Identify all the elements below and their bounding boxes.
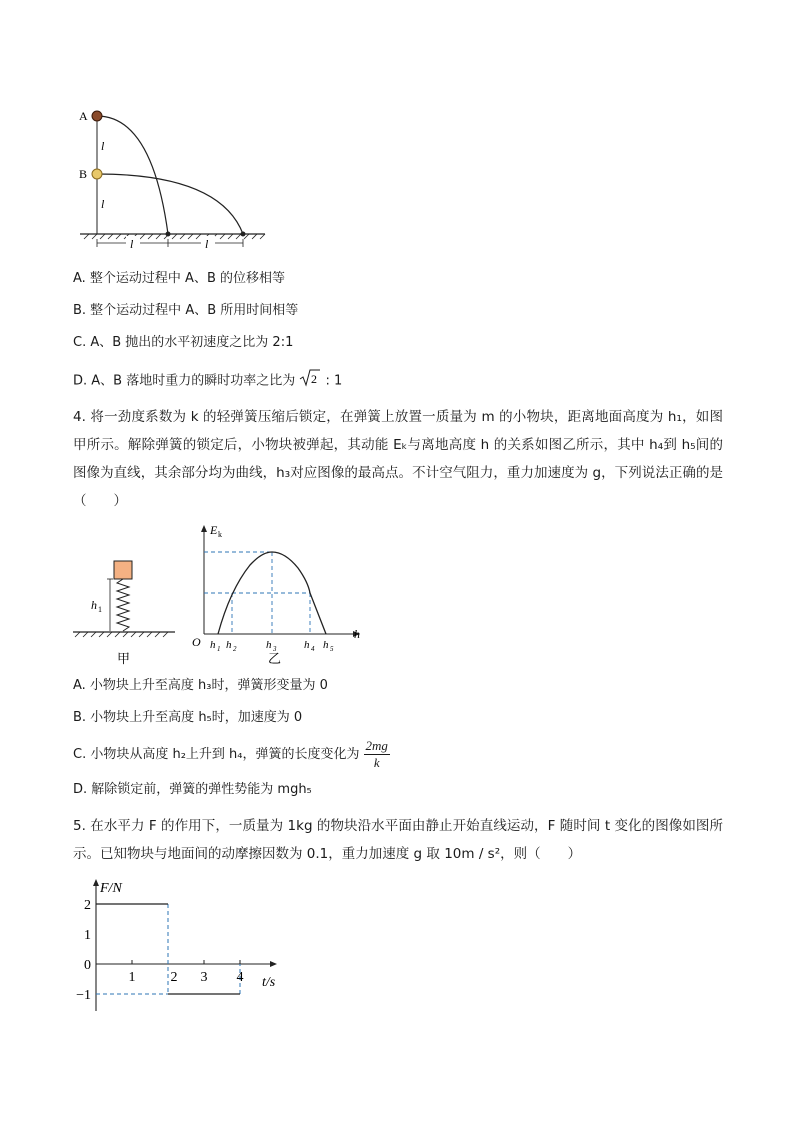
label-l-horizontal-2: l bbox=[205, 237, 209, 251]
svg-text:2: 2 bbox=[233, 645, 237, 653]
caption-yi: 乙 bbox=[268, 651, 282, 665]
y-axis-arrow bbox=[93, 879, 99, 886]
x-tick-label: 3 bbox=[200, 970, 208, 985]
projectile-figure bbox=[70, 100, 280, 255]
sqrt-symbol bbox=[299, 369, 321, 393]
y-tick-label: −1 bbox=[76, 988, 91, 1003]
label-origin: O bbox=[192, 635, 201, 649]
svg-text:h: h bbox=[266, 639, 272, 651]
q4-stem: 4. 将一劲度系数为 k 的轻弹簧压缩后锁定，在弹簧上放置一质量为 m 的小物块，距离地面高度为 h₁，如图甲所示。解除弹簧的锁定后，小物块被弹起，其动能 Eₖ与离地高度 h 的关系如图乙所示，其中 h₄到 h₅间的图像为直线，其余部分均为曲线，h₃对应图像的最高点。不计空气阻力，重力加速度为 g，下列说法正确的是（ ） bbox=[73, 409, 723, 509]
x-axis-arrow bbox=[270, 961, 277, 967]
label-h-axis: h bbox=[354, 627, 360, 641]
q3-option-c[interactable]: C. A、B 抛出的水平初速度之比为 2:1 bbox=[73, 335, 294, 350]
q4-option-c[interactable] bbox=[73, 738, 390, 771]
q3-option-b[interactable]: B. 整个运动过程中 A、B 所用时间相等 bbox=[73, 303, 299, 318]
ball-a bbox=[92, 111, 102, 121]
q3-option-a[interactable]: A. 整个运动过程中 A、B 的位移相等 bbox=[73, 271, 286, 286]
svg-text:5: 5 bbox=[330, 645, 334, 653]
y-tick-label: 0 bbox=[84, 958, 91, 973]
q3-option-d[interactable] bbox=[73, 369, 342, 393]
label-l-vertical-1: l bbox=[101, 139, 105, 153]
label-h1: h bbox=[91, 598, 97, 612]
x-axis-label: t/s bbox=[262, 975, 276, 990]
force-time-chart bbox=[70, 878, 300, 1018]
svg-text:4: 4 bbox=[311, 645, 315, 653]
svg-text:2: 2 bbox=[311, 372, 318, 386]
q4-option-b[interactable]: B. 小物块上升至高度 h₅时，加速度为 0 bbox=[73, 710, 303, 725]
block bbox=[114, 561, 132, 579]
q5-stem: 5. 在水平力 F 的作用下，一质量为 1kg 的物块沿水平面由静止开始直线运动，F 随时间 t 变化的图像如图所示。已知物块与地面间的动摩擦因数为 0.1，重力加速度 g 取 10m / s²，则（ ） bbox=[73, 818, 723, 862]
svg-text:h: h bbox=[323, 639, 329, 651]
q3-option-d-text: D. A、B 落地时重力的瞬时功率之比为 bbox=[73, 373, 296, 389]
y-tick-label: 1 bbox=[84, 928, 91, 943]
svg-text:3: 3 bbox=[273, 645, 277, 653]
svg-text:k: k bbox=[218, 530, 222, 539]
q4-option-a[interactable]: A. 小物块上升至高度 h₃时，弹簧形变量为 0 bbox=[73, 678, 328, 693]
trajectory-b bbox=[97, 174, 243, 234]
label-ek: E bbox=[210, 523, 218, 537]
svg-text:h: h bbox=[210, 639, 216, 651]
x-tick-label: 4 bbox=[236, 970, 244, 985]
spring-figure-jia bbox=[70, 555, 180, 670]
ball-b bbox=[92, 169, 102, 179]
svg-text:1: 1 bbox=[217, 645, 221, 653]
label-point-b: B bbox=[79, 167, 88, 181]
fraction-2mg-over-k: $\frac{2mg}{k}$ bbox=[365, 738, 388, 770]
caption-jia: 甲 bbox=[117, 651, 131, 666]
x-tick-label: 2 bbox=[170, 970, 178, 985]
spring bbox=[117, 579, 129, 631]
label-l-horizontal-1: l bbox=[130, 237, 134, 251]
q3-option-d-ratio: : 1 bbox=[325, 373, 343, 389]
label-l-vertical-2: l bbox=[101, 197, 105, 211]
label-point-a: A bbox=[79, 109, 88, 123]
ek-graph-yi bbox=[190, 520, 365, 665]
svg-text:1: 1 bbox=[98, 605, 102, 614]
y-tick-label: 2 bbox=[84, 898, 91, 913]
x-tick-label: 1 bbox=[128, 970, 136, 985]
svg-text:h: h bbox=[304, 639, 310, 651]
q4-option-c-text: C. 小物块从高度 h₂上升到 h₄，弹簧的长度变化为 bbox=[73, 746, 360, 762]
q4-option-d[interactable]: D. 解除锁定前，弹簧的弹性势能为 mgh₅ bbox=[73, 782, 312, 797]
svg-text:h: h bbox=[226, 639, 232, 651]
y-axis-label: F/N bbox=[100, 881, 122, 896]
